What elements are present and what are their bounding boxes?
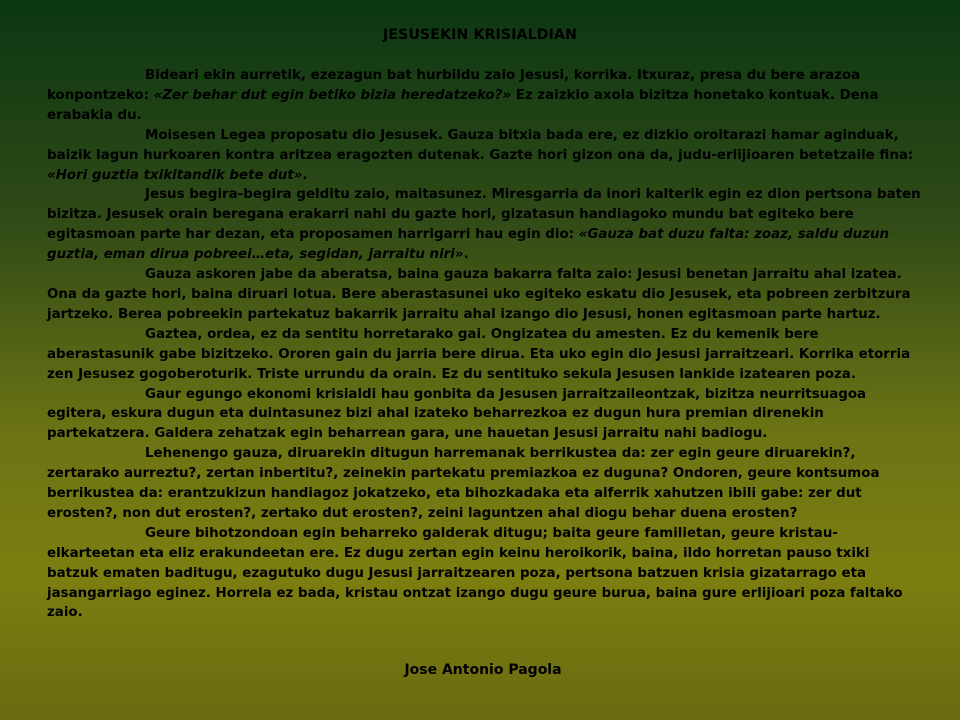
paragraph-text: .: [463, 247, 469, 263]
paragraph-quote: «Hori guztia txikitandik bete dut»: [47, 167, 303, 183]
paragraph-text: .: [302, 167, 308, 183]
paragraph-text: Lehenengo gauza, diruarekin ditugun harremanak berrikustea da: zer egin geure diruarekin?, zertarako aurreztu?, zertan inbertitu?, zeinekin partekatu premiazkoa ez duguna? Ondoren, geure kontsumoa berrikustea da: erantzukizun handiagoz jokatzeko, eta bihozkadaka eta alferrik xahutzen ibili gabe: zer dut erosten?, non dut erosten?, zertako dut erosten?, zeini laguntzen ahal diogu behar duena erosten?: [47, 446, 880, 521]
paragraph-quote: «Zer behar dut egin betiko bizia heredatzeko?»: [153, 87, 512, 103]
paragraph-text: Jesus begira-begira gelditu zaio, maitasunez. Miresgarria da inori kalterik egin ez dion pertsona baten bizitza. Jesusek orain beregana erakarri nahi du gazte hori, gizatasun handiagoko mundu bat egiteko bere egitasmoan parte har dezan, eta proposamen harrigarri hau egin dio:: [47, 187, 921, 243]
paragraph-text: Gaztea, ordea, ez da sentitu horretarako gai. Ongizatea du amesten. Ez du kemenik bere aberastasunik gabe bizitzeko. Ororen gain du jarria bere dirua. Eta uko egin dio Jesusi jarraitzeari. Korrika etorria zen Jesusez gogoberoturik. Triste urrundu da orain. Ez du sentituko sekula Jesusen lankide izatearen poza.: [47, 326, 911, 382]
paragraph-text: Ez zaizkio axola bizitza honetako kontuak. Dena erabakia du.: [47, 87, 879, 123]
paragraph-7: [47, 444, 922, 524]
paragraph-8: [47, 524, 922, 624]
paragraph-1: [47, 66, 922, 126]
paragraph-text: Moisesen Legea proposatu dio Jesusek. Gauza bitxia bada ere, ez dizkio oroitarazi hamar aginduak, baizik lagun hurkoaren kontra aritzea eragozten dutenak. Gazte hori gizon ona da, judu-erlijioaren betetzaile fina:: [47, 127, 914, 163]
paragraph-text: Gaur egungo ekonomi krisialdi hau gonbita da Jesusen jarraitzaileontzak, bizitza neurritsuagoa egitera, eskura dugun eta duintasunez bizi ahal izateko beharrezkoa ez dugun hura premian direnekin partekatzera. Galdera zehatzak egin beharrean gara, une hauetan Jesusi jarraitu nahi badiogu.: [47, 386, 867, 442]
page-title: JESUSEKIN KRISIALDIAN: [383, 27, 577, 43]
paragraph-text: Geure bihotzondoan egin beharreko galderak ditugu; baita geure familietan, geure kristau-elkarteetan eta eliz erakundeetan ere. Ez dugu zertan egin keinu heroikorik, baina, ildo horretan pauso txiki batzuk ematen baditugu, ezagutuko dugu Jesusi jarraitzearen poza, pertsona batzuen krisia gizatarrago eta jasangarriago eginez. Horrela ez bada, kristau ontzat izango dugu geure burua, baina gure erlijioari poza faltako zaio.: [47, 525, 903, 621]
author-name: Jose Antonio Pagola: [404, 662, 562, 678]
paragraph-2: [47, 126, 922, 186]
paragraph-text: Gauza askoren jabe da aberatsa, baina gauza bakarra falta zaio: Jesusi benetan jarraitu ahal izatea. Ona da gazte hori, baina diruari lotua. Bere aberastasunei uko egiteko eskatu dio Jesusek, eta pobreen zerbitzura jartzeko. Berea pobreekin partekatuz bakarrik jarraitu ahal izango dio Jesusi, honen egitasmoan parte hartuz.: [47, 267, 911, 322]
paragraph-quote: «Gauza bat duzu falta: zoaz, saldu duzun guztia, eman dirua pobreei…eta, segidan, jarraitu niri»: [47, 227, 890, 263]
paragraph-text: Bideari ekin aurretik, ezezagun bat hurbildu zaio Jesusi, korrika. Itxuraz, presa du bere arazoa konpontzeko:: [47, 68, 861, 103]
paragraph-5: [47, 325, 922, 385]
paragraph-3: [47, 185, 922, 265]
paragraph-4: [47, 265, 922, 325]
paragraph-6: [47, 385, 922, 445]
text-body: [47, 66, 922, 623]
